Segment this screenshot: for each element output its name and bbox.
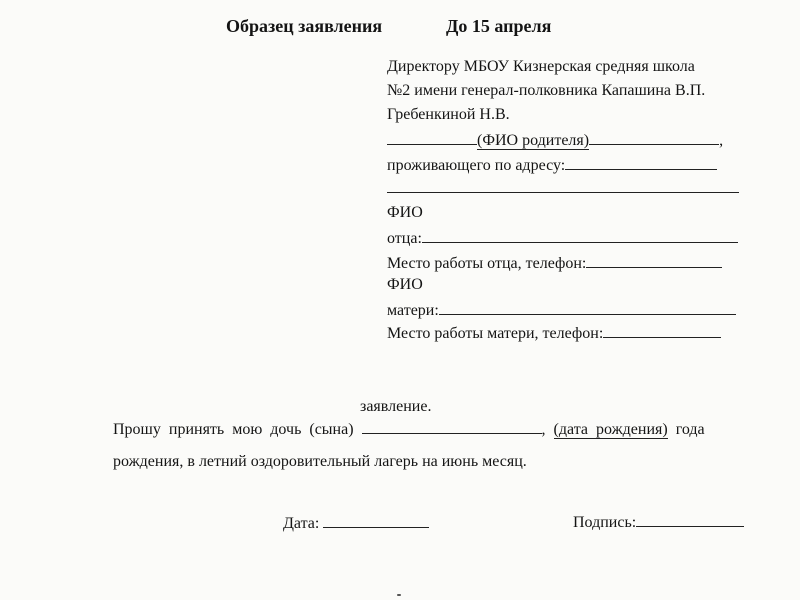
request-row: [113, 420, 705, 439]
addressee-line-3: Гребенкиной Н.В.: [387, 106, 510, 123]
father-label: отца:: [387, 230, 422, 247]
child-name-blank[interactable]: [362, 420, 542, 434]
signature-row: [573, 513, 744, 532]
father-work-row: [387, 254, 722, 273]
mother-label: матери:: [387, 302, 439, 319]
address-row: [387, 156, 717, 175]
father-fio-blank[interactable]: [422, 229, 738, 243]
date-row: [283, 514, 429, 533]
addressee-line-1: Директору МБОУ Кизнерская средняя школа: [387, 58, 695, 75]
father-fio-label: ФИО: [387, 204, 423, 221]
parent-fio-blank-left[interactable]: [387, 131, 477, 145]
father-row: [387, 229, 738, 248]
form-title: Образец заявления: [226, 16, 383, 36]
mother-work-row: [387, 324, 721, 343]
mother-fio-blank[interactable]: [439, 301, 736, 315]
address-label: проживающего по адресу:: [387, 157, 566, 174]
address-blank-2[interactable]: [387, 179, 739, 193]
mother-row: [387, 301, 736, 320]
mother-work-blank[interactable]: [603, 324, 721, 338]
father-work-label: Место работы отца, телефон:: [387, 255, 587, 272]
year-word: года: [675, 421, 705, 438]
request-comma: ,: [541, 421, 546, 438]
father-work-blank[interactable]: [586, 254, 722, 268]
signature-blank[interactable]: [636, 513, 744, 527]
parent-fio-comma: ,: [719, 132, 724, 149]
signature-label: Подпись:: [573, 514, 637, 531]
request-row-2: рождения, в летний оздоровительный лагерь на июнь месяц.: [113, 453, 527, 470]
parent-fio-row: [387, 131, 723, 150]
date-label: Дата:: [283, 515, 320, 532]
mother-fio-label: ФИО: [387, 276, 423, 293]
date-blank[interactable]: [323, 514, 429, 528]
address-row-2: [387, 179, 739, 198]
deadline-title: До 15 апреля: [446, 16, 552, 36]
parent-fio-blank-right[interactable]: [589, 131, 719, 145]
addressee-line-2: №2 имени генерал-полковника Капашина В.П.: [387, 82, 706, 99]
scan-speck: [397, 594, 401, 596]
request-text: Прошу принять мою дочь (сына): [113, 421, 354, 438]
address-blank[interactable]: [565, 156, 717, 170]
statement-heading: заявление.: [360, 398, 432, 415]
parent-fio-label: (ФИО родителя): [477, 132, 590, 149]
mother-work-label: Место работы матери, телефон:: [387, 325, 604, 342]
birth-date-label: (дата рождения): [553, 421, 668, 438]
